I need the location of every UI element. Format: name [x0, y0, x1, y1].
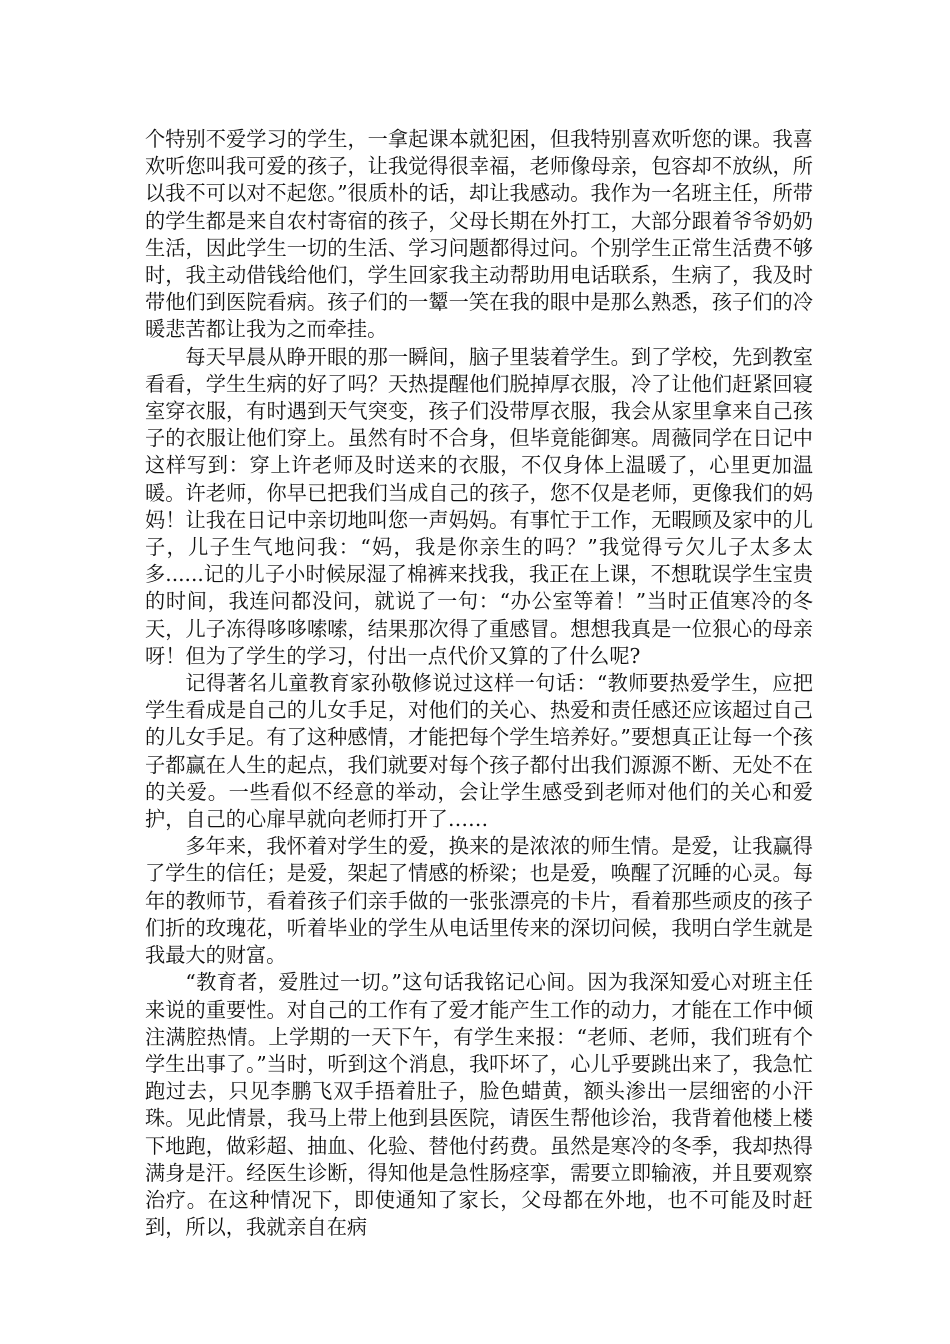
- paragraph-5: “教育者，爱胜过一切。”这句话我铭记心间。因为我深知爱心对班主任来说的重要性。对自己的工作有了爱才能产生工作的动力，才能在工作中倾注满腔热情。上学期的一天下午，有学生来报：“老师、老师，我们班有个学生出事了。”当时，听到这个消息，我吓坏了，心儿乎要跳出来了，我急忙跑过去，只见李鹏飞双手捂着肚子，脸色蜡黄，额头渗出一层细密的小汗珠。见此情景，我马上带上他到县医院，请医生帮他诊治，我背着他楼上楼下地跑，做彩超、抽血、化验、替他付药费。虽然是寒冷的冬季，我却热得满身是汗。经医生诊断，得知他是急性肠痉挛，需要立即输液，并且要观察治疗。在这种情况下，即使通知了家长，父母都在外地，也不可能及时赶到，所以，我就亲自在病: [145, 970, 813, 1240]
- paragraph-3: 记得著名儿童教育家孙敬修说过这样一句话：“教师要热爱学生，应把学生看成是自己的儿女手足，对他们的关心、热爱和责任感还应该超过自己的儿女手足。有了这种感情，才能把每个学生培养好。”要想真正让每一个孩子都赢在人生的起点，我们就要对每个孩子都付出我们源源不断、无处不在的关爱。一些看似不经意的举动，会让学生感受到老师对他们的关心和爱护，自己的心扉早就向老师打开了……: [145, 671, 813, 832]
- document-body: [145, 126, 813, 1241]
- paragraph-2: 每天早晨从睁开眼的那一瞬间，脑子里装着学生。到了学校，先到教室看看，学生生病的好了吗？天热提醒他们脱掉厚衣服，冷了让他们赶紧回寝室穿衣服，有时遇到天气突变，孩子们没带厚衣服，我会从家里拿来自己孩子的衣服让他们穿上。虽然有时不合身，但毕竟能御寒。周薇同学在日记中这样写到：穿上许老师及时送来的衣服，不仅身体上温暖了，心里更加温暖。许老师，你早已把我们当成自己的孩子，您不仅是老师，更像我们的妈妈！让我在日记中亲切地叫您一声妈妈。有事忙于工作，无暇顾及家中的儿子，儿子生气地问我：“妈，我是你亲生的吗？”我觉得亏欠儿子太多太多......记的儿子小时候尿湿了棉裤来找我，我正在上课，不想耽误学生宝贵的时间，我连问都没问，就说了一句：“办公室等着！”当时正值寒冷的冬天，儿子冻得哆哆嗦嗦，结果那次得了重感冒。想想我真是一位狠心的母亲呀！但为了学生的学习，付出一点代价又算的了什么呢?: [145, 344, 813, 668]
- paragraph-4: 多年来，我怀着对学生的爱，换来的是浓浓的师生情。是爱，让我赢得了学生的信任；是爱，架起了情感的桥梁；也是爱，唤醒了沉睡的心灵。每年的教师节，看着孩子们亲手做的一张张漂亮的卡片，看着那些顽皮的孩子们折的玫瑰花，听着毕业的学生从电话里传来的深切问候，我明白学生就是我最大的财富。: [145, 834, 813, 968]
- paragraph-1: 个特别不爱学习的学生，一拿起课本就犯困，但我特别喜欢听您的课。我喜欢听您叫我可爱的孩子，让我觉得很幸福，老师像母亲，包容却不放纵，所以我不可以对不起您。”很质朴的话，却让我感动。我作为一名班主任，所带的学生都是来自农村寄宿的孩子，父母长期在外打工，大部分跟着爷爷奶奶生活，因此学生一切的生活、学习问题都得过问。个别学生正常生活费不够时，我主动借钱给他们，学生回家我主动帮助用电话联系，生病了，我及时带他们到医院看病。孩子们的一颦一笑在我的眼中是那么熟悉，孩子们的冷暖悲苦都让我为之而牵挂。: [145, 127, 813, 342]
